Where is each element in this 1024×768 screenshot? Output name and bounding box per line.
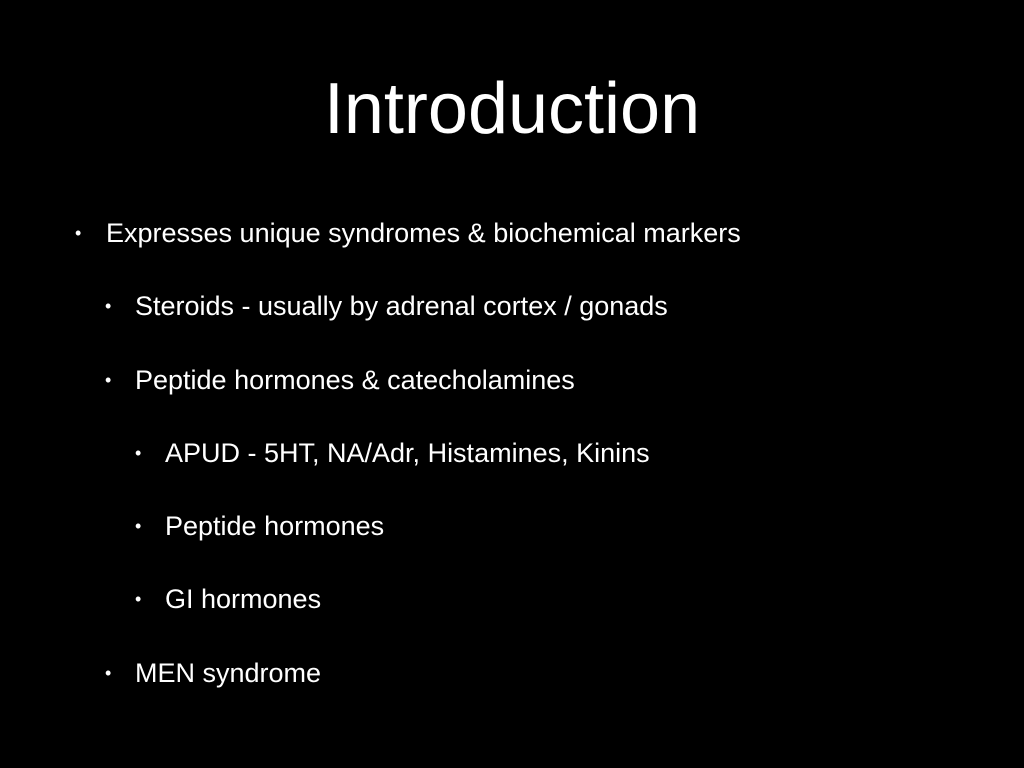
bullet-item	[0, 579, 1024, 652]
bullet-item	[0, 653, 1024, 726]
bullet-item	[0, 286, 1024, 359]
bullet-icon: •	[105, 296, 112, 317]
bullet-item	[0, 506, 1024, 579]
bullet-icon: •	[75, 223, 82, 243]
bullet-item	[0, 213, 1024, 286]
bullet-icon: •	[105, 662, 112, 683]
bullet-list	[0, 213, 1024, 726]
bullet-icon: •	[135, 516, 142, 537]
bullet-text: Peptide hormones & catecholamines	[135, 364, 575, 395]
bullet-item	[0, 360, 1024, 433]
bullet-item	[0, 433, 1024, 506]
bullet-text: Peptide hormones	[165, 511, 385, 542]
bullet-text: MEN syndrome	[135, 657, 322, 688]
slide-title: Introduction	[323, 69, 701, 149]
bullet-text: APUD - 5HT, NA/Adr, Histamines, Kinins	[165, 437, 650, 468]
bullet-text: Steroids - usually by adrenal cortex / gonads	[135, 291, 668, 322]
bullet-text: GI hormones	[165, 584, 322, 615]
bullet-icon: •	[105, 369, 112, 390]
bullet-icon: •	[135, 589, 142, 610]
bullet-text: Expresses unique syndromes & biochemical markers	[106, 218, 741, 248]
bullet-icon: •	[135, 442, 142, 463]
